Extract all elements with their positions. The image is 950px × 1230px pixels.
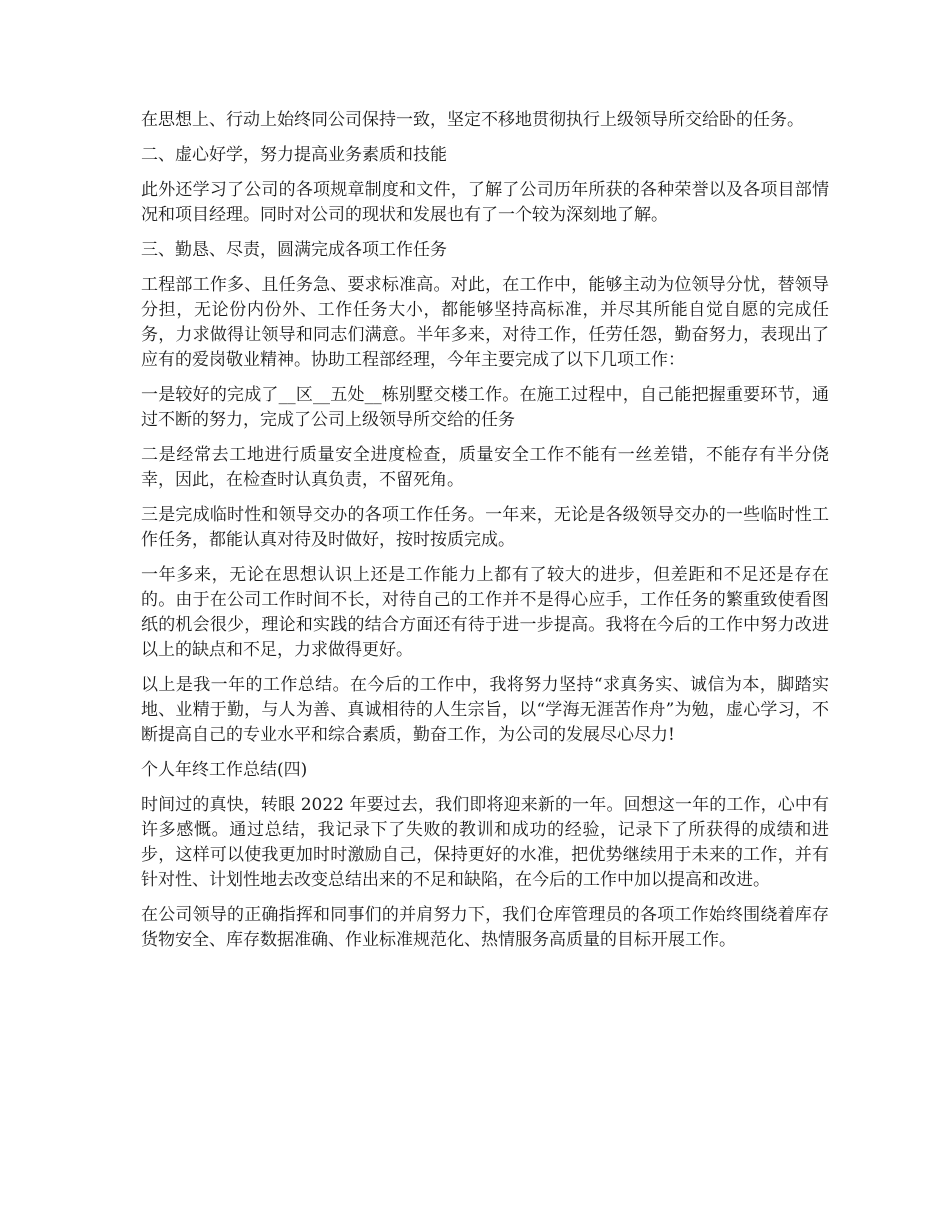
paragraph-10: 以上是我一年的工作总结。在今后的工作中，我将努力坚持“求真务实、诚信为本，脚踏实地、业精于勤，与人为善、真诚相待的人生宗旨，以“学海无涯苦作舟”为勉，虚心学习，不断提高自己的专业水平和综合素质，勤奋工作，为公司的发展尽心尽力! — [141, 675, 829, 745]
section-heading-2: 二、虚心好学，努力提高业务素质和技能 — [141, 145, 447, 165]
paragraph-6: 一是较好的完成了__区__五处__栋别墅交楼工作。在施工过程中，自己能把握重要环节，通过不断的努力，完成了公司上级领导所交给的任务 — [141, 385, 829, 430]
paragraph-9: 一年多来，无论在思想认识上还是工作能力上都有了较大的进步，但差距和不足还是存在的。由于在公司工作时间不长，对待自己的工作并不是得心应手，工作任务的繁重致使看图纸的机会很少，理论和实践的结合方面还有待于进一步提高。我将在今后的工作中努力改进以上的缺点和不足，力求做得更好。 — [141, 565, 829, 660]
document-page — [141, 108, 829, 963]
paragraph-12: 时间过的真快，转眼 2022 年要过去，我们即将迎来新的一年。回想这一年的工作，心中有许多感慨。通过总结，我记录下了失败的教训和成功的经验，记录下了所获得的成绩和进步，这样可以使我更加时时激励自己，保持更好的水准，把优势继续用于未来的工作，并有针对性、计划性地去改变总结出来的不足和缺陷，在今后的工作中加以提高和改进。 — [141, 795, 829, 890]
paragraph-5: 工程部工作多、且任务急、要求标准高。对此，在工作中，能够主动为位领导分忧，替领导分担，无论份内份外、工作任务大小，都能够坚持高标准，并尽其所能自觉自愿的完成任务，力求做得让领导和同志们满意。半年多来，对待工作，任劳任怨，勤奋努力，表现出了应有的爱岗敬业精神。协助工程部经理，今年主要完成了以下几项工作： — [141, 275, 829, 370]
paragraph-13: 在公司领导的正确指挥和同事们的并肩努力下，我们仓库管理员的各项工作始终围绕着库存货物安全、库存数据准确、作业标准规范化、热情服务高质量的目标开展工作。 — [141, 905, 829, 950]
paragraph-7: 二是经常去工地进行质量安全进度检查，质量安全工作不能有一丝差错，不能存有半分侥幸，因此，在检查时认真负责，不留死角。 — [141, 445, 829, 490]
document-title-4: 个人年终工作总结(四) — [141, 760, 308, 780]
section-heading-3: 三、勤恳、尽责，圆满完成各项工作任务 — [141, 240, 447, 260]
paragraph-1: 在思想上、行动上始终同公司保持一致，坚定不移地贯彻执行上级领导所交给卧的任务。 — [141, 110, 804, 130]
paragraph-8: 三是完成临时性和领导交办的各项工作任务。一年来，无论是各级领导交办的一些临时性工作任务，都能认真对待及时做好，按时按质完成。 — [141, 505, 829, 550]
paragraph-3: 此外还学习了公司的各项规章制度和文件，了解了公司历年所获的各种荣誉以及各项目部情况和项目经理。同时对公司的现状和发展也有了一个较为深刻地了解。 — [141, 180, 829, 225]
